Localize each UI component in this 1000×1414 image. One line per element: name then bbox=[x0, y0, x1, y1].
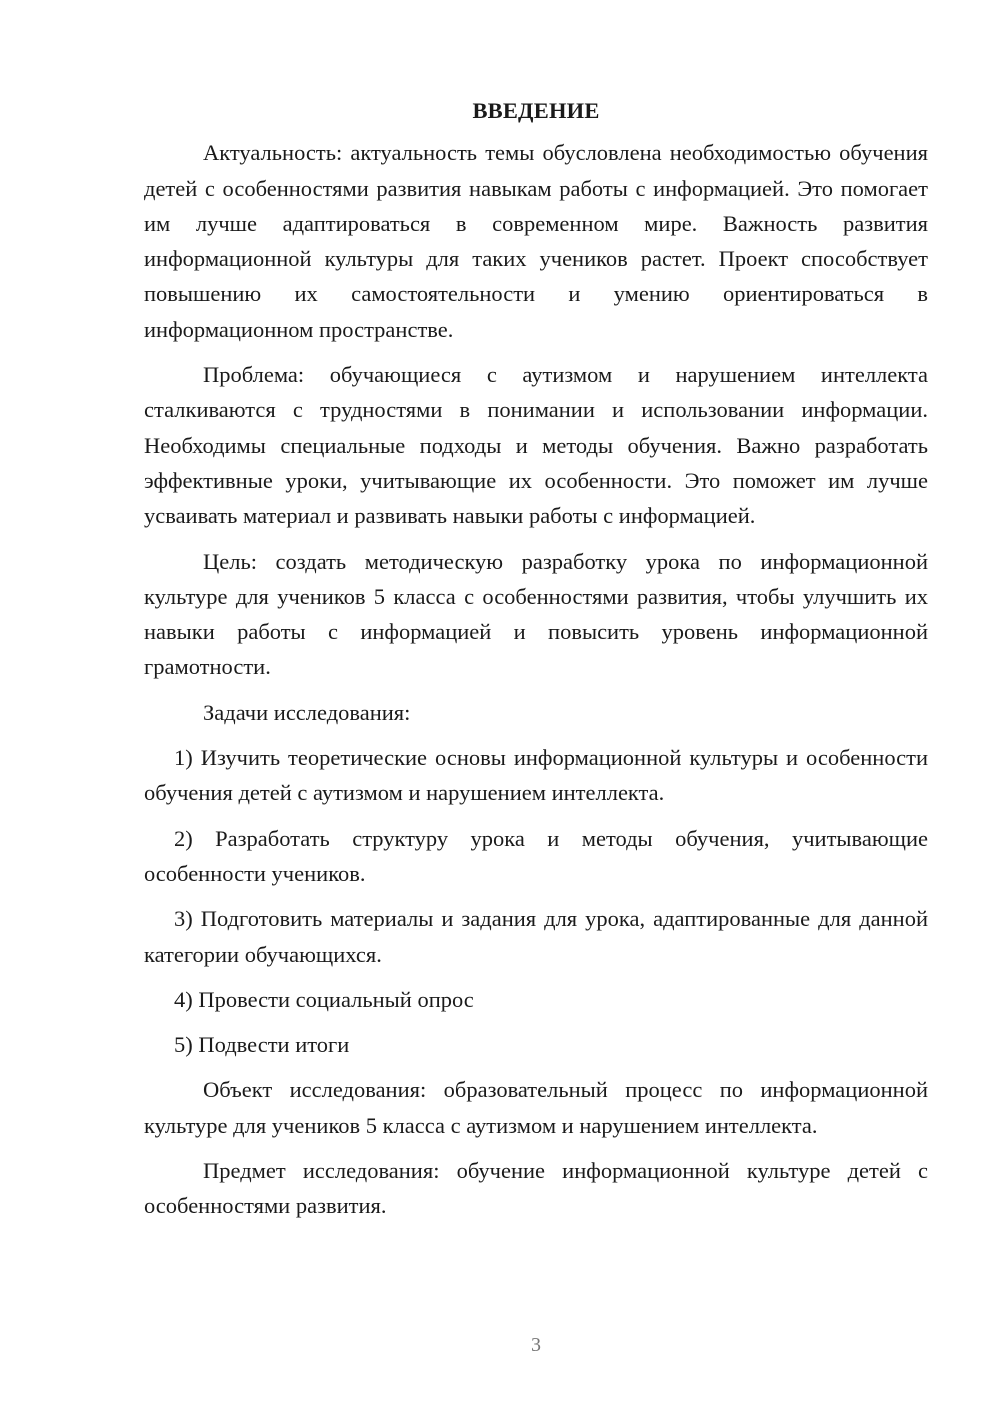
page-content bbox=[144, 93, 928, 1234]
task-item: 5) Подвести итоги bbox=[174, 1032, 350, 1058]
page-title: ВВЕДЕНИЕ bbox=[472, 98, 600, 123]
problem-paragraph: Проблема: обучающиеся с аутизмом и нарушением интеллекта сталкиваются с трудностями в понимании и использовании информации. Необходимы специальные подходы и методы обучения. Важно разработать эффективные уроки, учитывающие их особенности. Это поможет им лучше усваивать материал и развивать навыки работы с информацией. bbox=[144, 362, 928, 529]
relevance-paragraph: Актуальность: актуальность темы обусловлена необходимостью обучения детей с особенностями развития навыкам работы с информацией. Это помогает им лучше адаптироваться в современном мире. Важность развития информационной культуры для таких учеников растет. Проект способствует повышению их самостоятельности и умению ориентироваться в информационном пространстве. bbox=[144, 140, 928, 342]
tasks-heading: Задачи исследования: bbox=[203, 699, 411, 725]
task-item: 2) Разработать структуру урока и методы обучения, учитывающие особенности учеников. bbox=[144, 825, 928, 886]
task-item: 3) Подготовить материалы и задания для урока, адаптированные для данной категории обучающихся. bbox=[144, 906, 928, 967]
object-paragraph: Объект исследования: образовательный процесс по информационной культуре для учеников 5 класса с аутизмом и нарушением интеллекта. bbox=[144, 1077, 928, 1138]
goal-paragraph: Цель: создать методическую разработку урока по информационной культуре для учеников 5 класса с особенностями развития, чтобы улучшить их навыки работы с информацией и повысить уровень информационной грамотности. bbox=[144, 548, 928, 680]
task-item: 1) Изучить теоретические основы информационной культуры и особенности обучения детей с аутизмом и нарушением интеллекта. bbox=[144, 745, 928, 806]
subject-paragraph: Предмет исследования: обучение информационной культуре детей с особенностями развития. bbox=[144, 1158, 928, 1219]
page-number: 3 bbox=[531, 1334, 541, 1356]
task-item: 4) Провести социальный опрос bbox=[174, 986, 474, 1012]
